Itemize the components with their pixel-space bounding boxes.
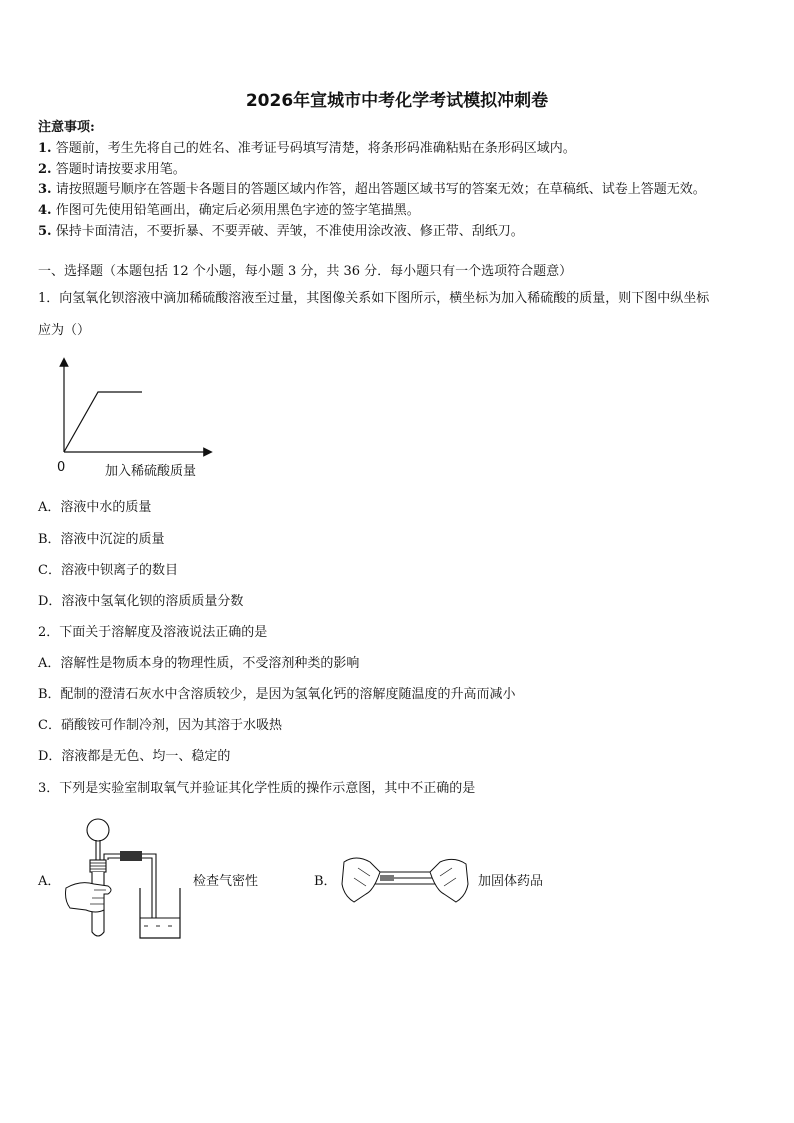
- notice-item-text: 请按照题号顺序在答题卡各题目的答题区域内作答，超出答题区域书写的答案无效；在草稿纸、试卷上答题无效。: [55, 182, 706, 197]
- figure-b-letter: B．: [314, 874, 337, 889]
- notice-item-text: 答题前，考生先将自己的姓名、准考证号码填写清楚，将条形码准确粘贴在条形码区域内。: [55, 141, 576, 156]
- notice-item-1: [38, 141, 576, 157]
- question-1-option-b: B．溶液中沉淀的质量: [38, 532, 165, 547]
- question-1-stem: 1．向氢氧化钡溶液中滴加稀硫酸溶液至过量，其图像关系如下图所示，横坐标为加入稀硫酸的质量，则下图中纵坐标: [38, 291, 710, 306]
- question-1-option-c: C．溶液中钡离子的数目: [38, 563, 178, 578]
- notice-item-text: 答题时请按要求用笔。: [55, 162, 186, 177]
- notice-item-text: 作图可先使用铅笔画出，确定后必须用黑色字迹的签字笔描黑。: [55, 203, 420, 218]
- solid-reagent-figure: [340, 850, 470, 910]
- question-1-graph: [50, 356, 220, 466]
- question-2-option-a: A．溶解性是物质本身的物理性质，不受溶剂种类的影响: [38, 656, 360, 671]
- notice-item-5: [38, 224, 524, 240]
- notice-item-number: 2.: [38, 162, 52, 177]
- notice-item-4: [38, 203, 420, 219]
- notice-item-2: [38, 162, 186, 178]
- question-2-stem: 2．下面关于溶解度及溶液说法正确的是: [38, 625, 268, 640]
- question-2-option-d: D．溶液都是无色、均一、稳定的: [38, 749, 231, 764]
- notice-heading: 注意事项:: [38, 120, 95, 135]
- notice-item-number: 3.: [38, 182, 52, 197]
- graph-x-axis-label: 加入稀硫酸质量: [105, 464, 197, 479]
- question-1-option-a: A．溶液中水的质量: [38, 500, 152, 515]
- question-2-option-c: C．硝酸铵可作制冷剂，因为其溶于水吸热: [38, 718, 282, 733]
- question-3-stem: 3．下列是实验室制取氧气并验证其化学性质的操作示意图，其中不正确的是: [38, 781, 476, 796]
- airtightness-apparatus-figure: [60, 814, 190, 944]
- page-title: 2026年宣城市中考化学考试模拟冲刺卷: [245, 91, 549, 111]
- figure-a-letter: A．: [38, 874, 61, 889]
- figure-b-caption: 加固体药品: [478, 874, 544, 889]
- notice-item-number: 4.: [38, 203, 52, 218]
- question-1-option-d: D．溶液中氢氧化钡的溶质质量分数: [38, 594, 244, 609]
- notice-item-text: 保持卡面清洁，不要折暴、不要弄破、弄皱，不准使用涂改液、修正带、刮纸刀。: [55, 224, 524, 239]
- notice-item-number: 1.: [38, 141, 52, 156]
- graph-curve: [64, 392, 142, 452]
- figure-a-caption: 检查气密性: [193, 874, 259, 889]
- question-1-stem-cont: 应为（）: [38, 323, 91, 338]
- section-heading: 一、选择题（本题包括 12 个小题，每小题 3 分，共 36 分．每小题只有一个选项符合题意）: [38, 264, 573, 279]
- notice-item-number: 5.: [38, 224, 52, 239]
- graph-origin-label: 0: [57, 460, 66, 475]
- notice-item-3: [38, 182, 706, 198]
- question-2-option-b: B．配制的澄清石灰水中含溶质较少，是因为氢氧化钙的溶解度随温度的升高而减小: [38, 687, 516, 702]
